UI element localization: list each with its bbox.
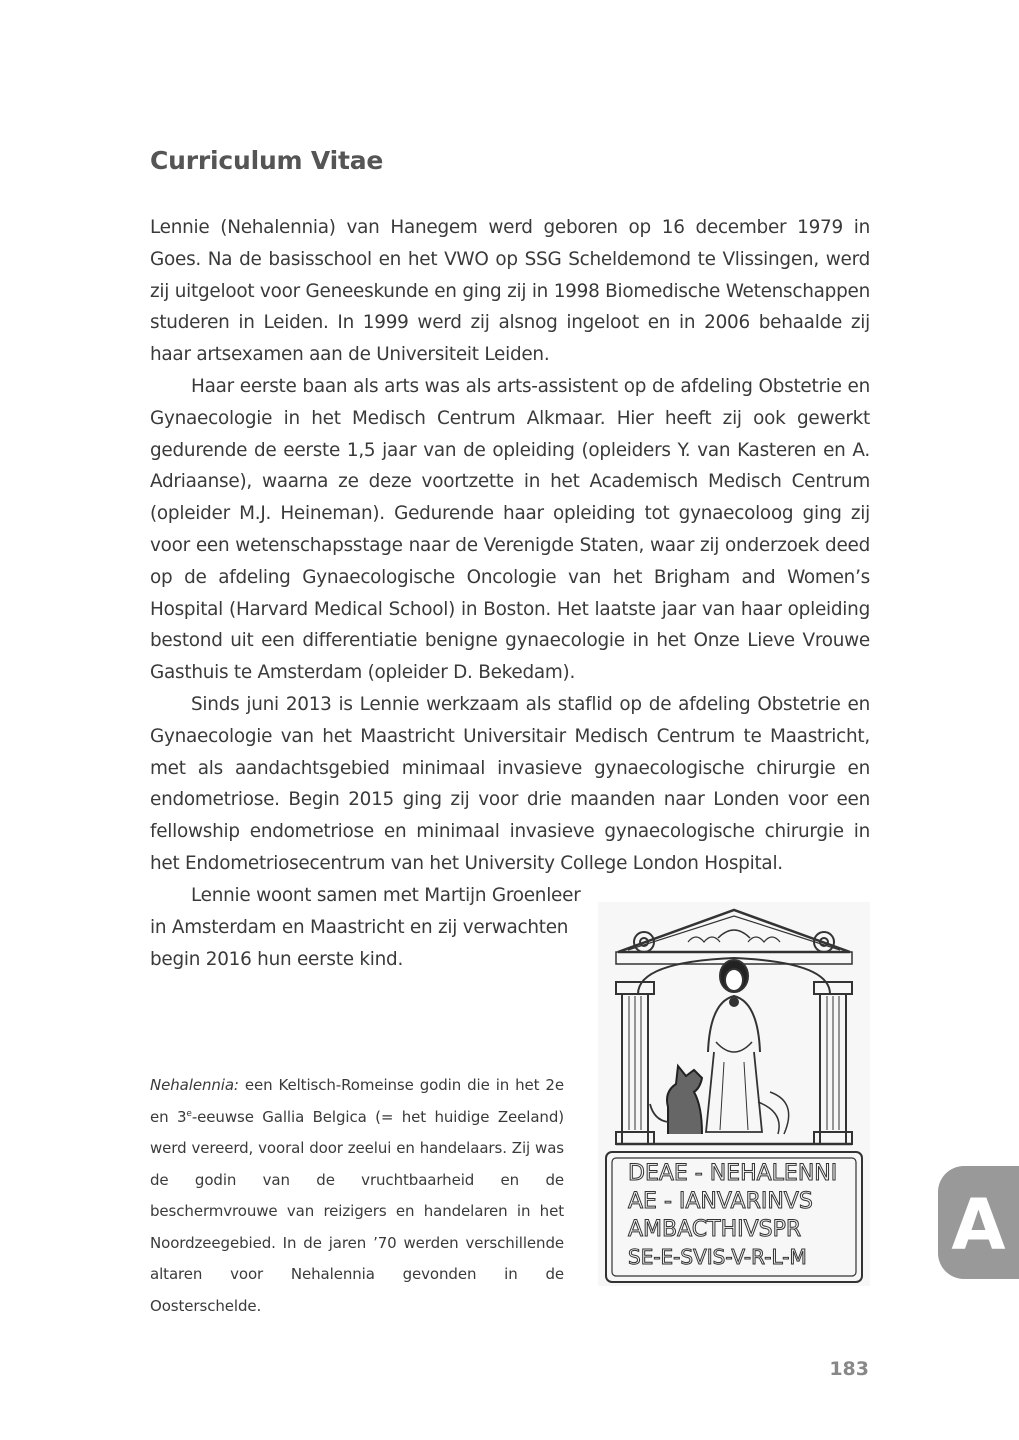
inscription-line-3: AMBACTHIVSPR (628, 1217, 802, 1242)
caption-term: Nehalennia: (150, 1076, 239, 1094)
figure-caption (150, 1070, 564, 1322)
cv-body (150, 212, 870, 880)
chapter-tab (938, 1166, 1019, 1279)
inscription-line-4: SE-E-SVIS-V-R-L-M (628, 1245, 807, 1269)
caption-text-2: -eeuwse Gallia Belgica (= het huidige Zeeland) werd vereerd, vooral door zeelui en handelaars. Zij was de godin van de vruchtbaarheid en de beschermvrouwe van reizigers en handelaren in het Noordzeegebied. In de jaren ’70 werden verschillende altaren voor Nehalennia gevonden in de Oosterschelde. (150, 1107, 564, 1315)
caption-superscript: e (186, 1108, 192, 1119)
caption-text-1: een Keltisch-Romeinse godin die in het 2e en 3 (150, 1076, 564, 1126)
cv-paragraph-3: Sinds juni 2013 is Lennie werkzaam als staflid op de afdeling Obstetrie en Gynaecologie van het Maastricht Universitair Medisch Centrum te Maastricht, met als aandachtsgebied minimaal invasieve gynaecologische chirurgie en endometriose. Begin 2015 ging zij voor drie maanden naar Londen voor een fellowship endometriose en minimaal invasieve gynaecologische chirurgie in het Endometriosecentrum van het University College London Hospital. (150, 693, 870, 874)
cv-paragraph-4: Lennie woont samen met Martijn Groenleer in Amsterdam en Maastricht en zij verwachten begin 2016 hun eerste kind. (150, 885, 581, 970)
cv-paragraph-2: Haar eerste baan als arts was als arts-assistent op de afdeling Obstetrie en Gynaecologie in het Medisch Centrum Alkmaar. Hier heeft zij ook gewerkt gedurende de eerste 1,5 jaar van de opleiding (opleiders Y. van Kasteren en A. Adriaanse), waarna ze deze voortzette in het Academisch Medisch Centrum (opleider M.J. Heineman). Gedurende haar opleiding tot gynaecoloog ging zij voor een wetenschapsstage naar de Verenigde Staten, waar zij onderzoek deed op de afdeling Gynaecologische Oncologie van het Brigham and Women’s Hospital (Harvard Medical School) in Boston. Het laatste jaar van haar opleiding bestond uit een differentiatie benigne gynaecologie in het Onze Lieve Vrouwe Gasthuis te Amsterdam (opleider D. Bekedam). (150, 375, 870, 684)
chapter-tab-letter: A (951, 1184, 1006, 1266)
cv-final-block (150, 880, 590, 975)
page-number: 183 (829, 1358, 869, 1380)
inscription-line-1: DEAE - NEHALENNI (628, 1161, 838, 1186)
cv-paragraph-1: Lennie (Nehalennia) van Hanegem werd geboren op 16 december 1979 in Goes. Na de basisschool en het VWO op SSG Scheldemond te Vlissingen, werd zij uitgeloot voor Geneeskunde en ging zij in 1998 Biomedische Wetenschappen studeren in Leiden. In 1999 werd zij alsnog ingeloot en in 2006 behaalde zij haar artsexamen aan de Universiteit Leiden. (150, 217, 870, 366)
inscription-line-2: AE - IANVARINVS (628, 1189, 813, 1214)
nehalennia-altar-illustration (598, 902, 870, 1286)
page-title: Curriculum Vitae (150, 146, 384, 175)
